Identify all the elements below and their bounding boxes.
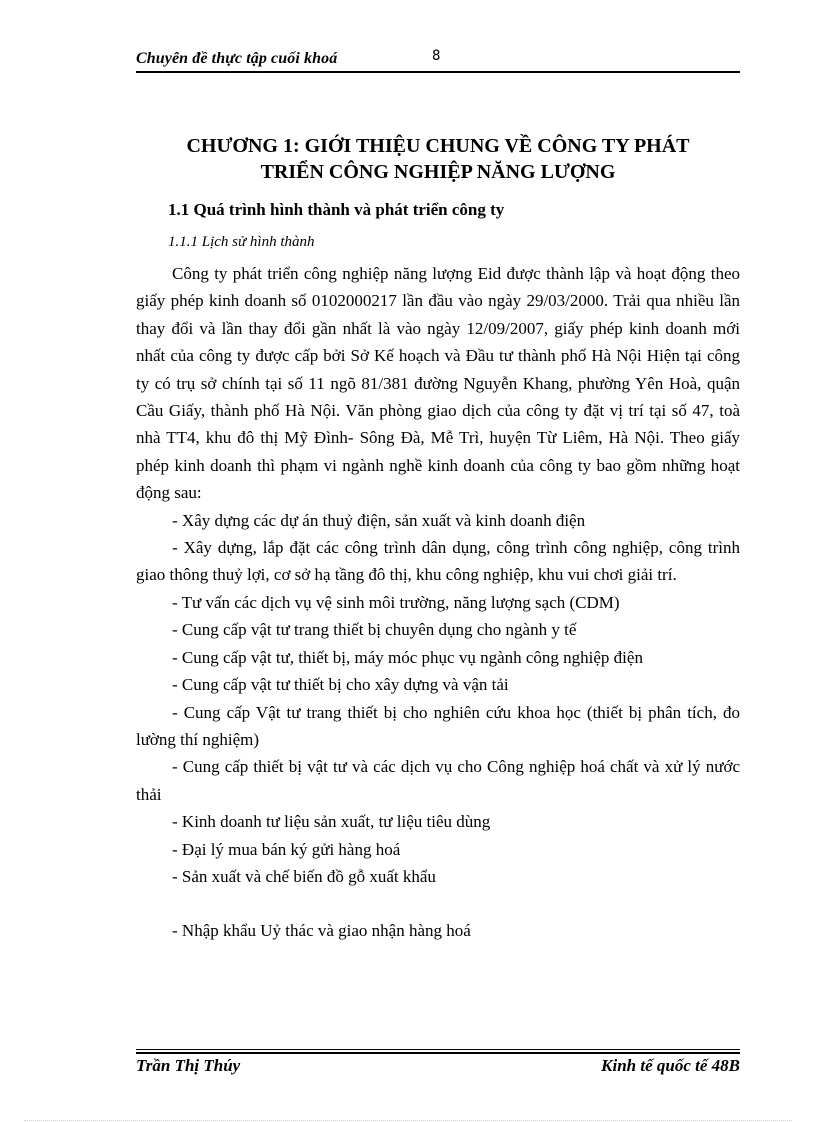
header-rule	[136, 71, 740, 73]
page-number: 8	[432, 48, 441, 64]
footer-author: Trần Thị Thúy	[136, 1056, 241, 1075]
chapter-title	[136, 133, 740, 185]
chapter-title-line-1: CHƯƠNG 1: GIỚI THIỆU CHUNG VỀ CÔNG TY PHÁT	[186, 135, 690, 157]
chapter-title-line-2: TRIỂN CÔNG NGHIỆP NĂNG LƯỢNG	[260, 161, 616, 183]
blank-line	[136, 890, 740, 917]
activity-item: - Tư vấn các dịch vụ vệ sinh môi trường, năng lượng sạch (CDM)	[172, 592, 620, 612]
activity-item: - Cung cấp vật tư, thiết bị, máy móc phục vụ ngành công nghiệp điện	[172, 647, 643, 667]
activity-item: - Đại lý mua bán ký gửi hàng hoá	[172, 839, 401, 859]
page-header	[136, 48, 740, 70]
body-text	[136, 260, 740, 945]
activity-item: - Cung cấp thiết bị vật tư và các dịch vụ cho Công nghiệp hoá chất và xử lý nước thải	[136, 757, 740, 804]
header-title: Chuyên đề thực tập cuối khoá	[136, 50, 338, 67]
activity-item: - Sản xuất và chế biến đồ gỗ xuất khẩu	[172, 866, 436, 886]
intro-paragraph: Công ty phát triển công nghiệp năng lượng Eid được thành lập và hoạt động theo giấy phép kinh doanh số 0102000217 lần đầu vào ngày 29/03/2000. Trải qua nhiều lần thay đổi và lần thay đổi gần nhất là vào ngày 12/09/2007, giấy phép kinh doanh mới nhất của công ty được cấp bởi Sở Kế hoạch và Đầu tư thành phố Hà Nội Hiện tại công ty có trụ sở chính tại số 11 ngõ 81/381 đường Nguyễn Khang, phường Yên Hoà, quận Cầu Giấy, thành phố Hà Nội. Văn phòng giao dịch của công ty đặt vị trí tại số 47, toà nhà TT4, khu đô thị Mỹ Đình- Sông Đà, Mễ Trì, huyện Từ Liêm, Hà Nội. Theo giấy phép kinh doanh thì phạm vi ngành nghề kinh doanh của công ty bao gồm những hoạt động sau:	[136, 264, 740, 503]
activity-item: - Cung cấp vật tư thiết bị cho xây dựng và vận tải	[172, 675, 509, 695]
activity-item: - Xây dựng các dự án thuỷ điện, sản xuất và kinh doanh điện	[172, 510, 586, 530]
activity-item: - Kinh doanh tư liệu sản xuất, tư liệu tiêu dùng	[172, 812, 491, 832]
activity-item: - Xây dựng, lắp đặt các công trình dân dụng, công trình công nghiệp, công trình giao thông thuỷ lợi, cơ sở hạ tầng đô thị, khu công nghiệp, khu vui chơi giải trí.	[136, 538, 740, 585]
footer-rule-thick	[136, 1052, 740, 1054]
page-edge-dotted-line	[24, 1120, 792, 1121]
activity-item: - Nhập khẩu Uỷ thác và giao nhận hàng hoá	[172, 921, 471, 941]
activity-item: - Cung cấp vật tư trang thiết bị chuyên dụng cho ngành y tế	[172, 620, 577, 640]
activity-item: - Cung cấp Vật tư trang thiết bị cho nghiên cứu khoa học (thiết bị phân tích, đo lường thí nghiệm)	[136, 702, 740, 749]
subsection-title: 1.1.1 Lịch sử hình thành	[168, 234, 315, 250]
footer-rule-thin	[136, 1049, 740, 1050]
section-title: 1.1 Quá trình hình thành và phát triển công ty	[168, 200, 505, 219]
footer-class: Kinh tế quốc tế 48B	[601, 1056, 740, 1075]
